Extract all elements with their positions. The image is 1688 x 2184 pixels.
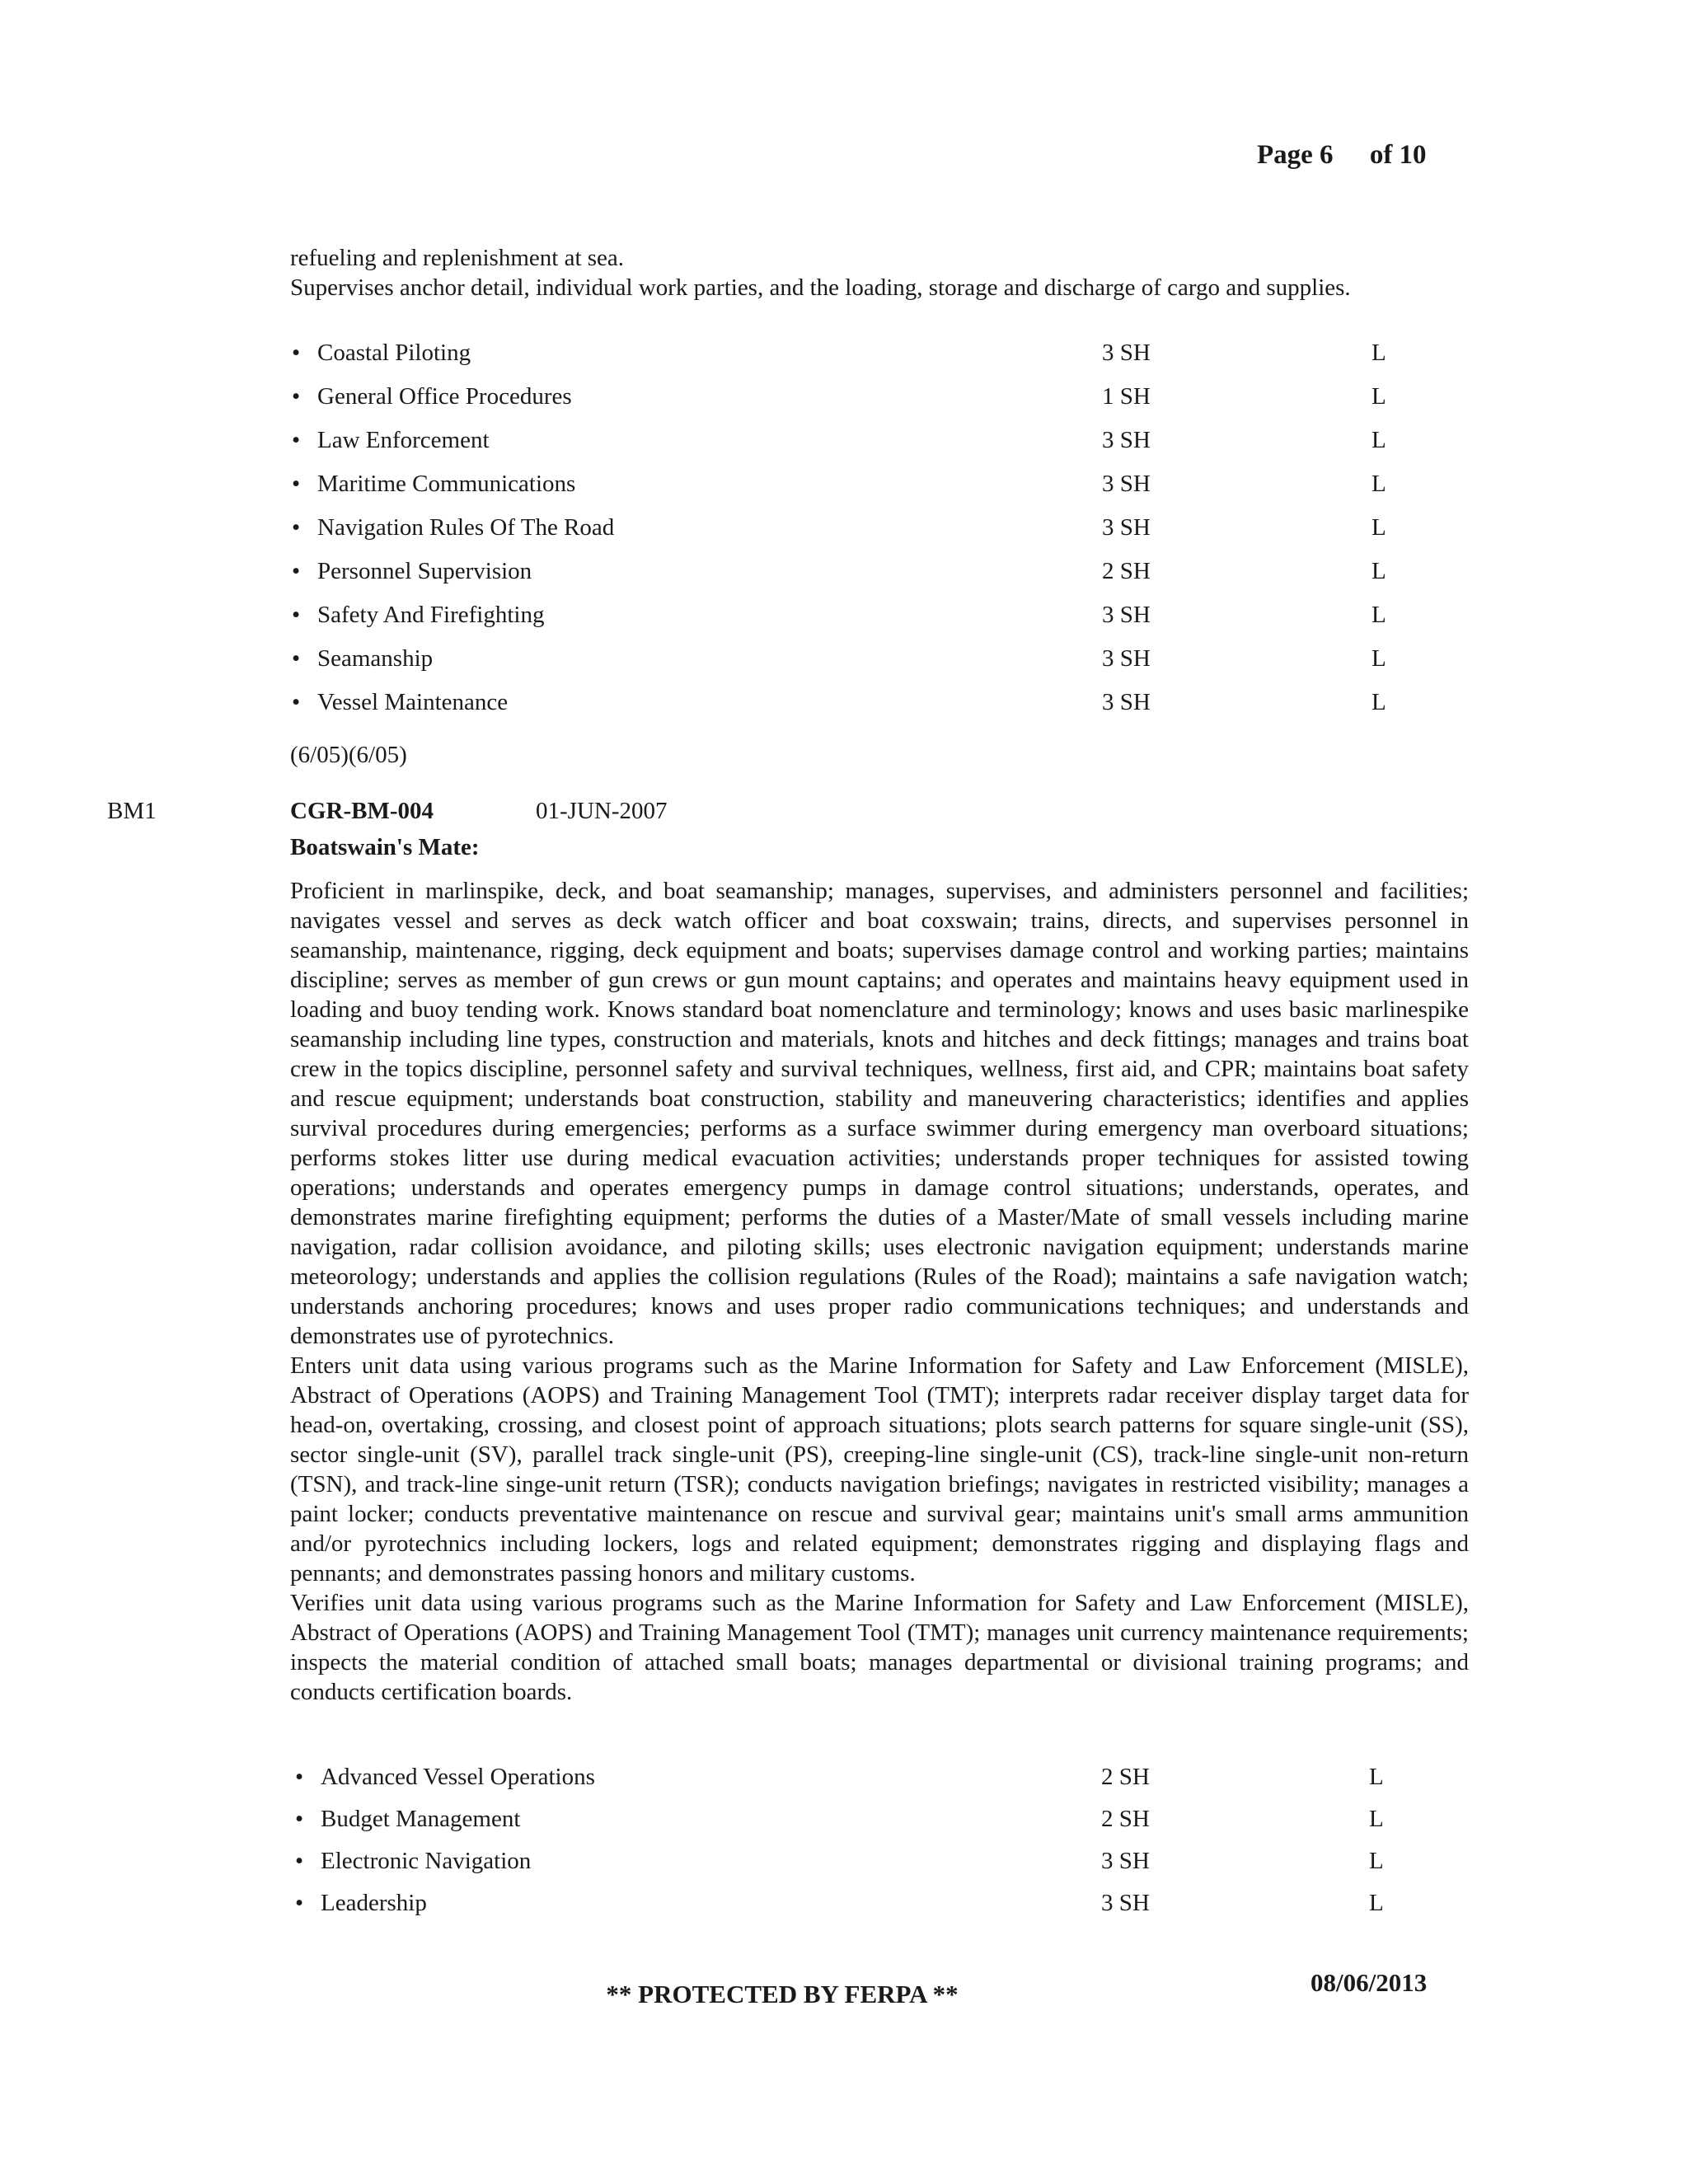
level: L <box>1369 1764 1384 1790</box>
level: L <box>1372 383 1386 410</box>
course-name: Coastal Piloting <box>317 340 471 366</box>
semester-hours: 3 SH <box>1102 471 1151 497</box>
list-item <box>290 471 1444 514</box>
course-description <box>290 876 1469 1707</box>
semester-hours: 3 SH <box>1101 1890 1150 1916</box>
list-item <box>293 1764 1447 1806</box>
footer-date: 08/06/2013 <box>1311 1968 1428 1997</box>
course-name: Vessel Maintenance <box>317 689 509 715</box>
semester-hours: 3 SH <box>1102 645 1151 672</box>
page-number <box>1257 140 1427 171</box>
list-item <box>290 340 1444 383</box>
date-range: (6/05)(6/05) <box>290 742 407 768</box>
bullet-icon: • <box>292 514 301 541</box>
list-item <box>290 383 1444 427</box>
level: L <box>1369 1890 1384 1916</box>
course-list-2 <box>293 1764 1447 1932</box>
semester-hours: 2 SH <box>1102 558 1151 584</box>
ferpa-notice <box>0 1980 1688 2009</box>
level: L <box>1372 340 1386 366</box>
course-name: Safety And Firefighting <box>317 602 545 628</box>
semester-hours: 3 SH <box>1102 427 1151 453</box>
intro-text <box>290 243 1461 302</box>
semester-hours: 1 SH <box>1102 383 1151 410</box>
semester-hours: 3 SH <box>1102 602 1151 628</box>
course-name: Advanced Vessel Operations <box>321 1764 595 1790</box>
course-name: Law Enforcement <box>317 427 490 453</box>
bullet-icon: • <box>292 689 301 715</box>
bullet-icon: • <box>292 602 301 628</box>
course-name: Navigation Rules Of The Road <box>317 514 615 541</box>
bullet-icon: • <box>292 340 301 366</box>
bullet-icon: • <box>292 558 301 584</box>
level: L <box>1372 514 1386 541</box>
level: L <box>1372 471 1386 497</box>
course-date: 01-JUN-2007 <box>536 798 668 824</box>
bullet-icon: • <box>292 471 301 497</box>
bullet-icon: • <box>292 645 301 672</box>
semester-hours: 2 SH <box>1101 1806 1150 1832</box>
course-name: General Office Procedures <box>317 383 572 410</box>
level: L <box>1372 427 1386 453</box>
level: L <box>1369 1848 1384 1874</box>
list-item <box>293 1806 1447 1848</box>
list-item <box>293 1890 1447 1932</box>
course-name: Personnel Supervision <box>317 558 532 584</box>
level: L <box>1372 602 1386 628</box>
course-name: Electronic Navigation <box>321 1848 532 1874</box>
bullet-icon: • <box>295 1848 304 1874</box>
list-item <box>290 558 1444 602</box>
bullet-icon: • <box>292 427 301 453</box>
semester-hours: 3 SH <box>1102 340 1151 366</box>
bullet-icon: • <box>295 1890 304 1916</box>
description-paragraph-1: Proficient in marlinspike, deck, and boat seamanship; manages, supervises, and administers personnel and facilities; navigates vessel and serves as deck watch officer and boat coxswain; trains, directs, and supervises personnel in seamanship, maintenance, rigging, deck equipment and boats; supervises damage control and working parties; maintains discipline; serves as member of gun crews or gun mount captains; and operates and maintains heavy equipment used in loading and buoy tending work. Knows standard boat nomenclature and terminology; knows and uses basic marlinespike seamanship including line types, construction and materials, knots and hitches and deck fittings; manages and trains boat crew in the topics discipline, personnel safety and survival techniques, wellness, first aid, and CPR; maintains boat safety and rescue equipment; understands boat construction, stability and maneuvering characteristics; identifies and applies survival procedures during emergencies; performs as a surface swimmer during emergency man overboard situations; performs stokes litter use during medical evacuation activities; understands proper techniques for assisted towing operations; understands and operates emergency pumps in damage control situations; understands, operates, and demonstrates marine firefighting equipment; performs the duties of a Master/Mate of small vessels including marine navigation, radar collision avoidance, and piloting skills; uses electronic navigation equipment; understands marine meteorology; understands and applies the collision regulations (Rules of the Road); maintains a safe navigation watch; understands anchoring procedures; knows and uses proper radio communications techniques; and understands and demonstrates use of pyrotechnics. <box>290 878 1469 1349</box>
course-id: CGR-BM-004 <box>290 798 434 824</box>
course-name: Budget Management <box>321 1806 521 1832</box>
semester-hours: 2 SH <box>1101 1764 1150 1790</box>
list-item <box>290 689 1444 733</box>
list-item <box>290 514 1444 558</box>
intro-line-1: refueling and replenishment at sea. <box>290 245 625 271</box>
description-paragraph-3: Verifies unit data using various programs such as the Marine Information for Safety and Law Enforcement (MISLE), Abstract of Operations (AOPS) and Training Management Tool (TMT); manages unit currency maintenance requirements; inspects the material condition of attached small boats; manages departmental or divisional training programs; and conducts certification boards. <box>290 1590 1469 1705</box>
page-total: of 10 <box>1369 140 1427 170</box>
level: L <box>1372 645 1386 672</box>
list-item <box>290 427 1444 471</box>
ferpa-text: ** PROTECTED BY FERPA ** <box>606 1980 959 2008</box>
course-title: Boatswain's Mate: <box>290 834 480 860</box>
bullet-icon: • <box>292 383 301 410</box>
semester-hours: 3 SH <box>1101 1848 1150 1874</box>
rank-label: BM1 <box>107 798 157 824</box>
course-name: Maritime Communications <box>317 471 576 497</box>
semester-hours: 3 SH <box>1102 514 1151 541</box>
page-label: Page 6 <box>1257 140 1334 170</box>
list-item <box>293 1848 1447 1890</box>
bullet-icon: • <box>295 1806 304 1832</box>
level: L <box>1369 1806 1384 1832</box>
intro-line-2: Supervises anchor detail, individual work parties, and the loading, storage and discharge of cargo and supplies. <box>290 274 1351 301</box>
course-name: Seamanship <box>317 645 434 672</box>
list-item <box>290 645 1444 689</box>
course-name: Leadership <box>321 1890 427 1916</box>
bullet-icon: • <box>295 1764 304 1790</box>
level: L <box>1372 689 1386 715</box>
level: L <box>1372 558 1386 584</box>
course-list-1 <box>290 340 1444 733</box>
semester-hours: 3 SH <box>1102 689 1151 715</box>
description-paragraph-2: Enters unit data using various programs such as the Marine Information for Safety and Law Enforcement (MISLE), Abstract of Operations (AOPS) and Training Management Tool (TMT); interprets radar receiver display target data for head-on, overtaking, crossing, and closest point of approach situations; plots search patterns for square single-unit (SS), sector single-unit (SV), parallel track single-unit (PS), creeping-line single-unit (CS), track-line single-unit non-return (TSN), and track-line singe-unit return (TSR); conducts navigation briefings; navigates in restricted visibility; manages a paint locker; conducts preventative maintenance on rescue and survival gear; maintains unit's small arms ammunition and/or pyrotechnics including lockers, logs and related equipment; demonstrates rigging and displaying flags and pennants; and demonstrates passing honors and military customs. <box>290 1352 1469 1586</box>
list-item <box>290 602 1444 645</box>
